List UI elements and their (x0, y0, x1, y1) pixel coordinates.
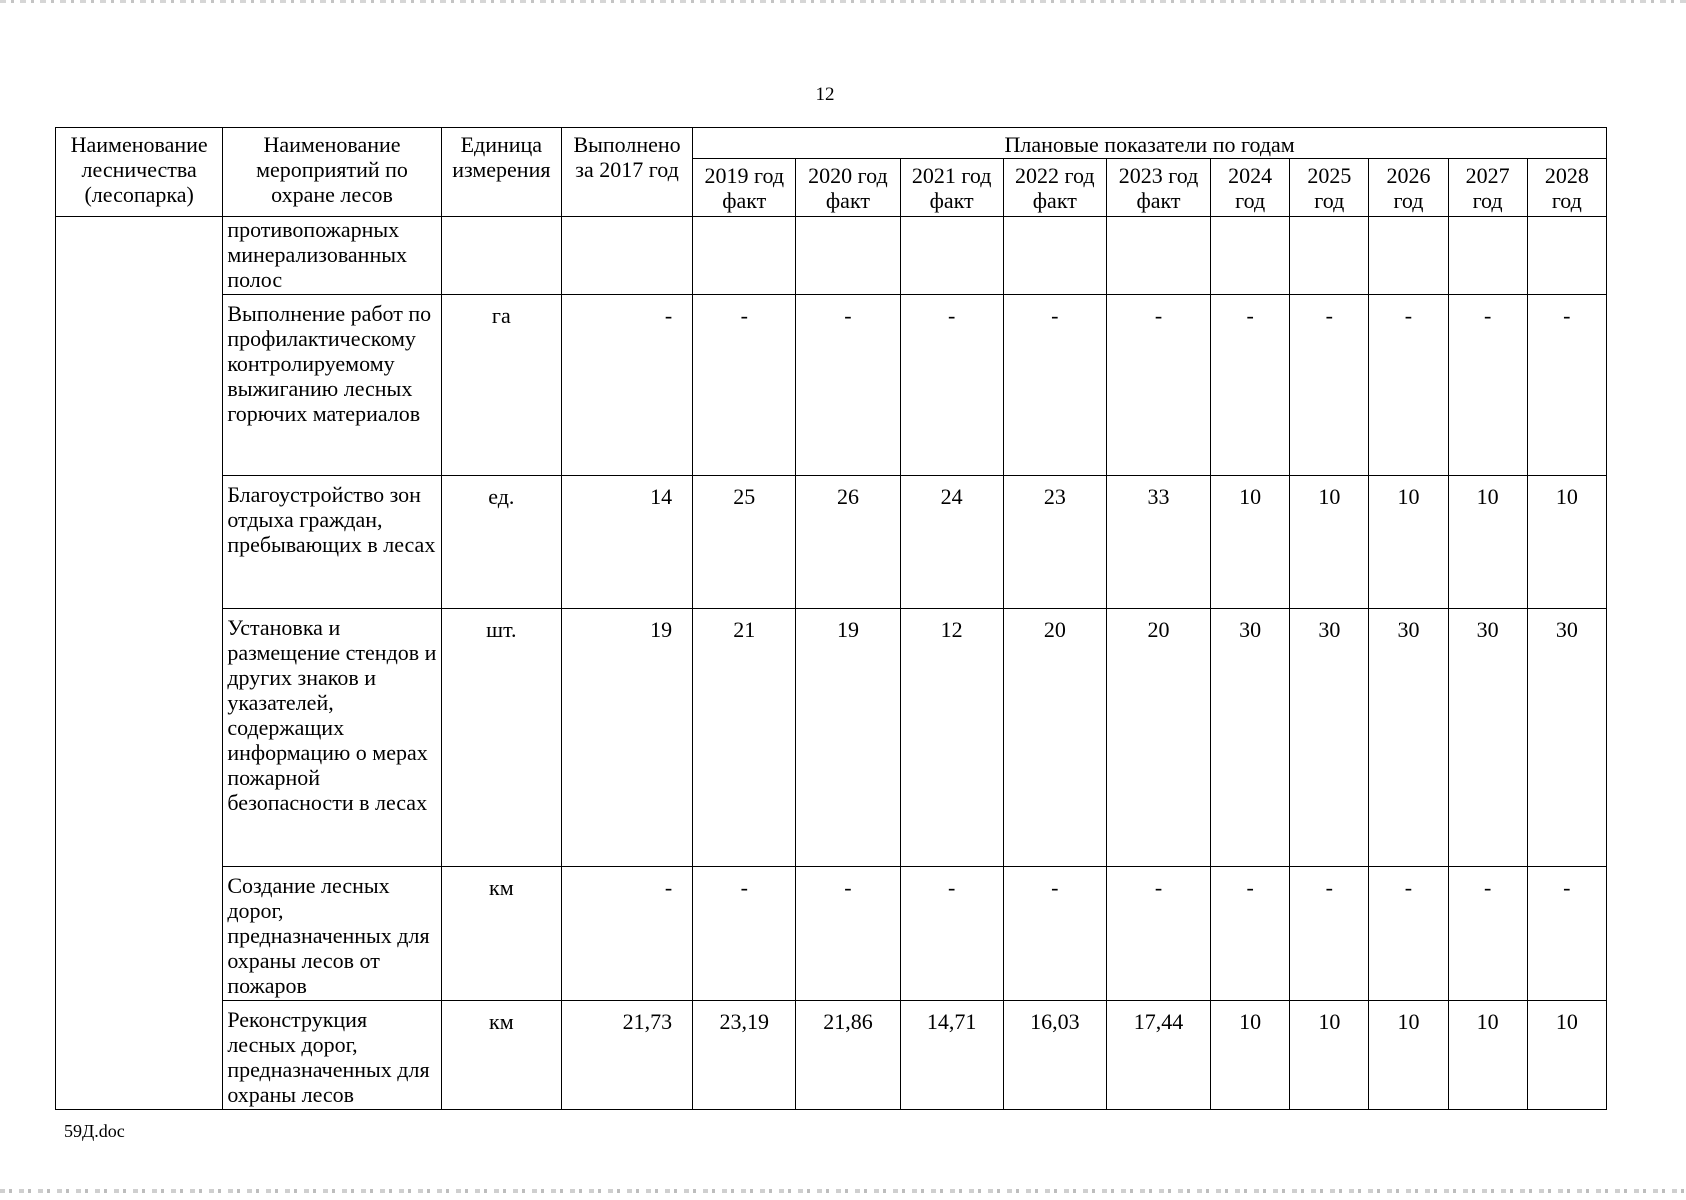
year-value: - (1369, 295, 1448, 476)
year-value: 21,86 (796, 1001, 900, 1110)
done-2017-cell (561, 217, 692, 295)
forest-protection-table (55, 127, 1607, 1110)
year-value: - (1211, 295, 1290, 476)
event-name: Создание лесных дорог, предназначенных для охраны лесов от пожаров (223, 867, 441, 1001)
table-row (56, 1001, 1607, 1110)
year-value (900, 217, 1003, 295)
event-name: Выполнение работ по профилактическому контролируемому выжиганию лесных горючих материалов (223, 295, 441, 476)
year-value: - (1290, 867, 1369, 1001)
done-2017-cell: - (561, 867, 692, 1001)
forestry-name-cell (56, 217, 223, 1110)
table-row (56, 295, 1607, 476)
year-value: - (1003, 867, 1106, 1001)
year-value: 30 (1290, 609, 1369, 867)
unit-cell (441, 217, 561, 295)
year-value: 10 (1211, 1001, 1290, 1110)
header-event: Наименование мероприятий по охране лесов (223, 128, 441, 217)
year-value: 26 (796, 476, 900, 609)
year-value: - (1106, 295, 1210, 476)
year-value (1448, 217, 1527, 295)
header-year: 2022 год факт (1003, 159, 1106, 217)
year-value: 16,03 (1003, 1001, 1106, 1110)
header-year: 2020 год факт (796, 159, 900, 217)
year-value: - (1369, 867, 1448, 1001)
year-value: 30 (1448, 609, 1527, 867)
year-value: - (1527, 867, 1606, 1001)
year-value: - (1527, 295, 1606, 476)
done-2017-cell: - (561, 295, 692, 476)
year-value: 30 (1211, 609, 1290, 867)
year-value: - (796, 295, 900, 476)
year-value: 10 (1290, 476, 1369, 609)
year-value (1106, 217, 1210, 295)
done-2017-cell: 14 (561, 476, 692, 609)
event-name: Реконструкция лесных дорог, предназначенных для охраны лесов (223, 1001, 441, 1110)
done-2017-cell: 19 (561, 609, 692, 867)
scan-edge-bottom (0, 1189, 1686, 1193)
year-value: - (693, 867, 796, 1001)
done-2017-cell: 21,73 (561, 1001, 692, 1110)
year-value: 33 (1106, 476, 1210, 609)
year-value: 12 (900, 609, 1003, 867)
header-year: 2021 год факт (900, 159, 1003, 217)
year-value: 24 (900, 476, 1003, 609)
year-value (1003, 217, 1106, 295)
year-value: - (1448, 295, 1527, 476)
header-year: 2019 год факт (693, 159, 796, 217)
unit-cell: км (441, 867, 561, 1001)
header-done-2017: Выполнено за 2017 год (561, 128, 692, 217)
year-value: - (900, 295, 1003, 476)
year-value: 20 (1003, 609, 1106, 867)
header-planned-group: Плановые показатели по годам (693, 128, 1607, 159)
year-value: 14,71 (900, 1001, 1003, 1110)
year-value: 10 (1290, 1001, 1369, 1110)
year-value: 10 (1448, 1001, 1527, 1110)
header-forestry: Наименование лесничества (лесопарка) (56, 128, 223, 217)
year-value: 23 (1003, 476, 1106, 609)
year-value: 10 (1527, 476, 1606, 609)
table-row (56, 867, 1607, 1001)
event-name: Благоустройство зон отдыха граждан, пребывающих в лесах (223, 476, 441, 609)
year-value: - (1003, 295, 1106, 476)
year-value: 17,44 (1106, 1001, 1210, 1110)
table-row (56, 476, 1607, 609)
forest-protection-table-wrapper (55, 127, 1607, 1110)
year-value: - (796, 867, 900, 1001)
year-value: 10 (1369, 476, 1448, 609)
year-value: 10 (1527, 1001, 1606, 1110)
year-value: - (900, 867, 1003, 1001)
year-value: - (1106, 867, 1210, 1001)
table-row (56, 609, 1607, 867)
year-value: 10 (1211, 476, 1290, 609)
year-value: - (1211, 867, 1290, 1001)
unit-cell: шт. (441, 609, 561, 867)
unit-cell: га (441, 295, 561, 476)
year-value: 19 (796, 609, 900, 867)
header-year: 2023 год факт (1106, 159, 1210, 217)
page-number: 12 (815, 84, 835, 105)
year-value: 21 (693, 609, 796, 867)
header-year: 2025 год (1290, 159, 1369, 217)
event-name: противопожарных минерализованных полос (223, 217, 441, 295)
year-value: 30 (1527, 609, 1606, 867)
year-value: - (1290, 295, 1369, 476)
year-value (693, 217, 796, 295)
footer-filename: 59Д.doc (64, 1121, 125, 1141)
year-value (1527, 217, 1606, 295)
year-value: - (1448, 867, 1527, 1001)
table-row (56, 217, 1607, 295)
year-value: 25 (693, 476, 796, 609)
unit-cell: ед. (441, 476, 561, 609)
year-value (1211, 217, 1290, 295)
event-name: Установка и размещение стендов и других знаков и указателей, содержащих информацию о мерах пожарной безопасности в лесах (223, 609, 441, 867)
header-year: 2024 год (1211, 159, 1290, 217)
year-value: - (693, 295, 796, 476)
year-value (1369, 217, 1448, 295)
header-year: 2026 год (1369, 159, 1448, 217)
year-value: 23,19 (693, 1001, 796, 1110)
header-year: 2028 год (1527, 159, 1606, 217)
year-value (1290, 217, 1369, 295)
year-value: 10 (1448, 476, 1527, 609)
year-value: 30 (1369, 609, 1448, 867)
header-year: 2027 год (1448, 159, 1527, 217)
year-value (796, 217, 900, 295)
header-unit: Единица измерения (441, 128, 561, 217)
scan-edge-top (0, 0, 1686, 3)
year-value: 10 (1369, 1001, 1448, 1110)
year-value: 20 (1106, 609, 1210, 867)
unit-cell: км (441, 1001, 561, 1110)
